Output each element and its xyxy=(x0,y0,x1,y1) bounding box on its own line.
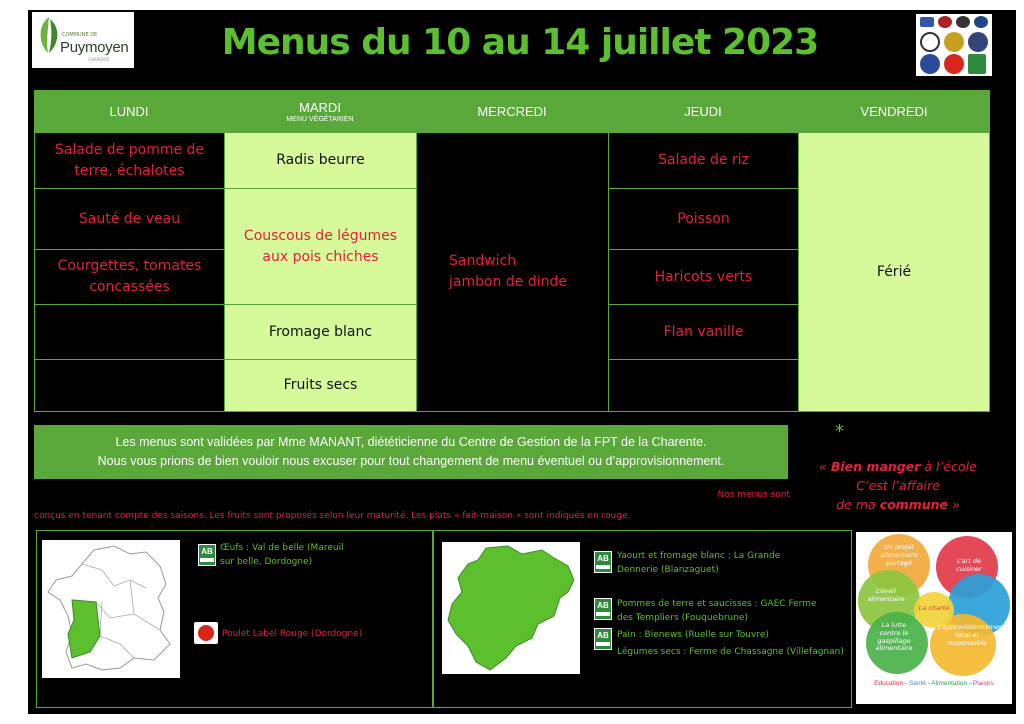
poster-footer xyxy=(856,680,1012,687)
page-title: Menus du 10 au 14 juillet 2023 xyxy=(221,22,819,63)
header-lundi xyxy=(34,90,224,132)
validation-info-bar xyxy=(34,425,788,479)
france-map-icon xyxy=(42,540,180,678)
supplier-entry: Poulet Label Rouge (Dordogne) xyxy=(222,629,363,639)
menu-cell: Poisson xyxy=(608,188,799,250)
slogan-bold: Bien manger xyxy=(830,459,921,474)
menu-cell: Courgettes, tomates concassées xyxy=(34,249,225,305)
ab-label: AB xyxy=(597,554,609,563)
label-logo xyxy=(974,16,988,28)
logo-department: CHARENTE xyxy=(88,57,110,62)
poster-footer-sep: - xyxy=(903,680,909,687)
poster-footer-word: Plaisirs xyxy=(972,680,994,687)
ab-organic-icon xyxy=(198,544,216,566)
puymoyen-logo xyxy=(32,12,134,68)
slogan-text: de ma xyxy=(836,496,880,512)
poster-footer-word: Alimentation xyxy=(931,680,968,687)
menu-cell: Férié xyxy=(798,132,990,412)
label-rouge-icon xyxy=(194,622,218,644)
supplier-entry: Pain : Bienews (Ruelle sur Touvre) xyxy=(617,630,769,640)
ab-label: AB xyxy=(201,547,213,556)
poster-footer-word: Education xyxy=(874,680,904,687)
day-name: LUNDI xyxy=(109,103,149,119)
day-name: JEUDI xyxy=(684,103,722,119)
supplier-entry: Œufs : Val de belle (Mareuil sur belle, Dordogne) xyxy=(220,543,344,567)
supplier-entry: Pommes de terre et saucisses : GAEC Ferme des Templiers (Fouquebrune) xyxy=(617,599,817,623)
menu-cell: Haricots verts xyxy=(608,249,799,305)
supplier-entry: Légumes secs : Ferme de Chassagne (Villefagnan) xyxy=(617,647,844,657)
menu-cell: Sandwich jambon de dinde xyxy=(416,132,609,412)
ab-logo xyxy=(968,54,986,74)
header-mardi xyxy=(224,90,416,132)
logo-town-name: Puymoyen xyxy=(60,39,129,56)
divider xyxy=(432,530,434,708)
menu-cell: Flan vanille xyxy=(608,304,799,360)
poster-text: L’approvisionnement local et responsable xyxy=(938,623,1006,647)
menu-cell: Couscous de légumes aux pois chiches xyxy=(224,188,417,305)
day-name: MERCREDI xyxy=(477,103,547,119)
menu-cell: Fromage blanc xyxy=(224,304,417,360)
header-mercredi xyxy=(416,90,608,132)
header-jeudi xyxy=(608,90,798,132)
menu-cell: Fruits secs xyxy=(224,359,417,412)
asterisk-mark: * xyxy=(835,421,844,442)
menu-cell xyxy=(34,304,225,360)
slogan-quote: « xyxy=(819,459,831,474)
ab-organic-icon xyxy=(594,551,612,573)
seasonal-note: Nos menus sont xyxy=(717,490,790,500)
menu-cell xyxy=(608,359,799,412)
label-logo xyxy=(938,16,952,28)
leaf-icon xyxy=(36,15,62,55)
label-logo xyxy=(920,17,934,27)
ab-label: AB xyxy=(597,631,609,640)
menu-table xyxy=(34,90,990,412)
menu-cell: Radis beurre xyxy=(224,132,417,189)
day-name: MARDI xyxy=(299,99,341,115)
charente-map xyxy=(442,542,580,674)
ab-organic-icon xyxy=(594,628,612,650)
menu-cell xyxy=(34,359,225,412)
quality-labels-logos xyxy=(916,14,992,76)
slogan-quote: » xyxy=(948,496,960,512)
aoc-logo xyxy=(920,32,940,52)
label-logo xyxy=(944,32,964,52)
day-subtitle: MENU VÉGÉTARIEN xyxy=(286,115,354,123)
seasonal-note: conçus en tenant compte des saisons. Les fruits sont proposés selon leur maturité. Les plats « fait-maison » sont indiqués en rouge. xyxy=(34,511,631,521)
slogan-text: C’est l’affaire xyxy=(856,477,940,493)
poster-text: La charte xyxy=(918,604,950,612)
info-line: Nous vous prions de bien vouloir nous excuser pour tout changement de menu éventuel ou d’approvisionnement. xyxy=(97,454,725,468)
label-logo xyxy=(956,16,970,28)
slogan-bold: commune xyxy=(879,496,949,512)
label-logo xyxy=(968,32,988,52)
charter-poster xyxy=(856,532,1012,704)
slogan xyxy=(808,458,988,514)
poster-text: La lutte contre le gaspillage alimentaire xyxy=(875,621,913,653)
slogan-text: à l’école xyxy=(920,459,977,474)
ab-label: AB xyxy=(597,601,609,610)
header-vendredi xyxy=(798,90,990,132)
logo-commune-label: COMMUNE DE xyxy=(62,32,98,38)
france-map xyxy=(42,540,180,678)
charente-map-icon xyxy=(442,542,580,674)
menu-cell: Sauté de veau xyxy=(34,188,225,250)
day-name: VENDREDI xyxy=(860,103,928,119)
supplier-entry: Yaourt et fromage blanc : La Grande Dennerie (Blanzaguet) xyxy=(617,551,781,575)
label-rouge-logo xyxy=(944,54,964,74)
poster-text: Un projet alimentaire partagé xyxy=(880,543,918,567)
poster-footer-word: Santé xyxy=(908,680,926,687)
info-line: Les menus sont validées par Mme MANANT, diététicienne du Centre de Gestion de la FPT de la Charente. xyxy=(115,434,707,449)
menu-cell: Salade de pomme de terre, échalotes xyxy=(34,132,225,189)
poster-text: L’éveil alimentaire xyxy=(867,587,905,603)
ab-organic-icon xyxy=(594,598,612,620)
poster-footer-sep: - xyxy=(925,680,932,687)
poster-footer-sep: - xyxy=(967,680,973,687)
label-logo xyxy=(920,54,940,74)
poster-text: L’art de cuisiner xyxy=(956,557,982,573)
menu-cell: Salade de riz xyxy=(608,132,799,189)
